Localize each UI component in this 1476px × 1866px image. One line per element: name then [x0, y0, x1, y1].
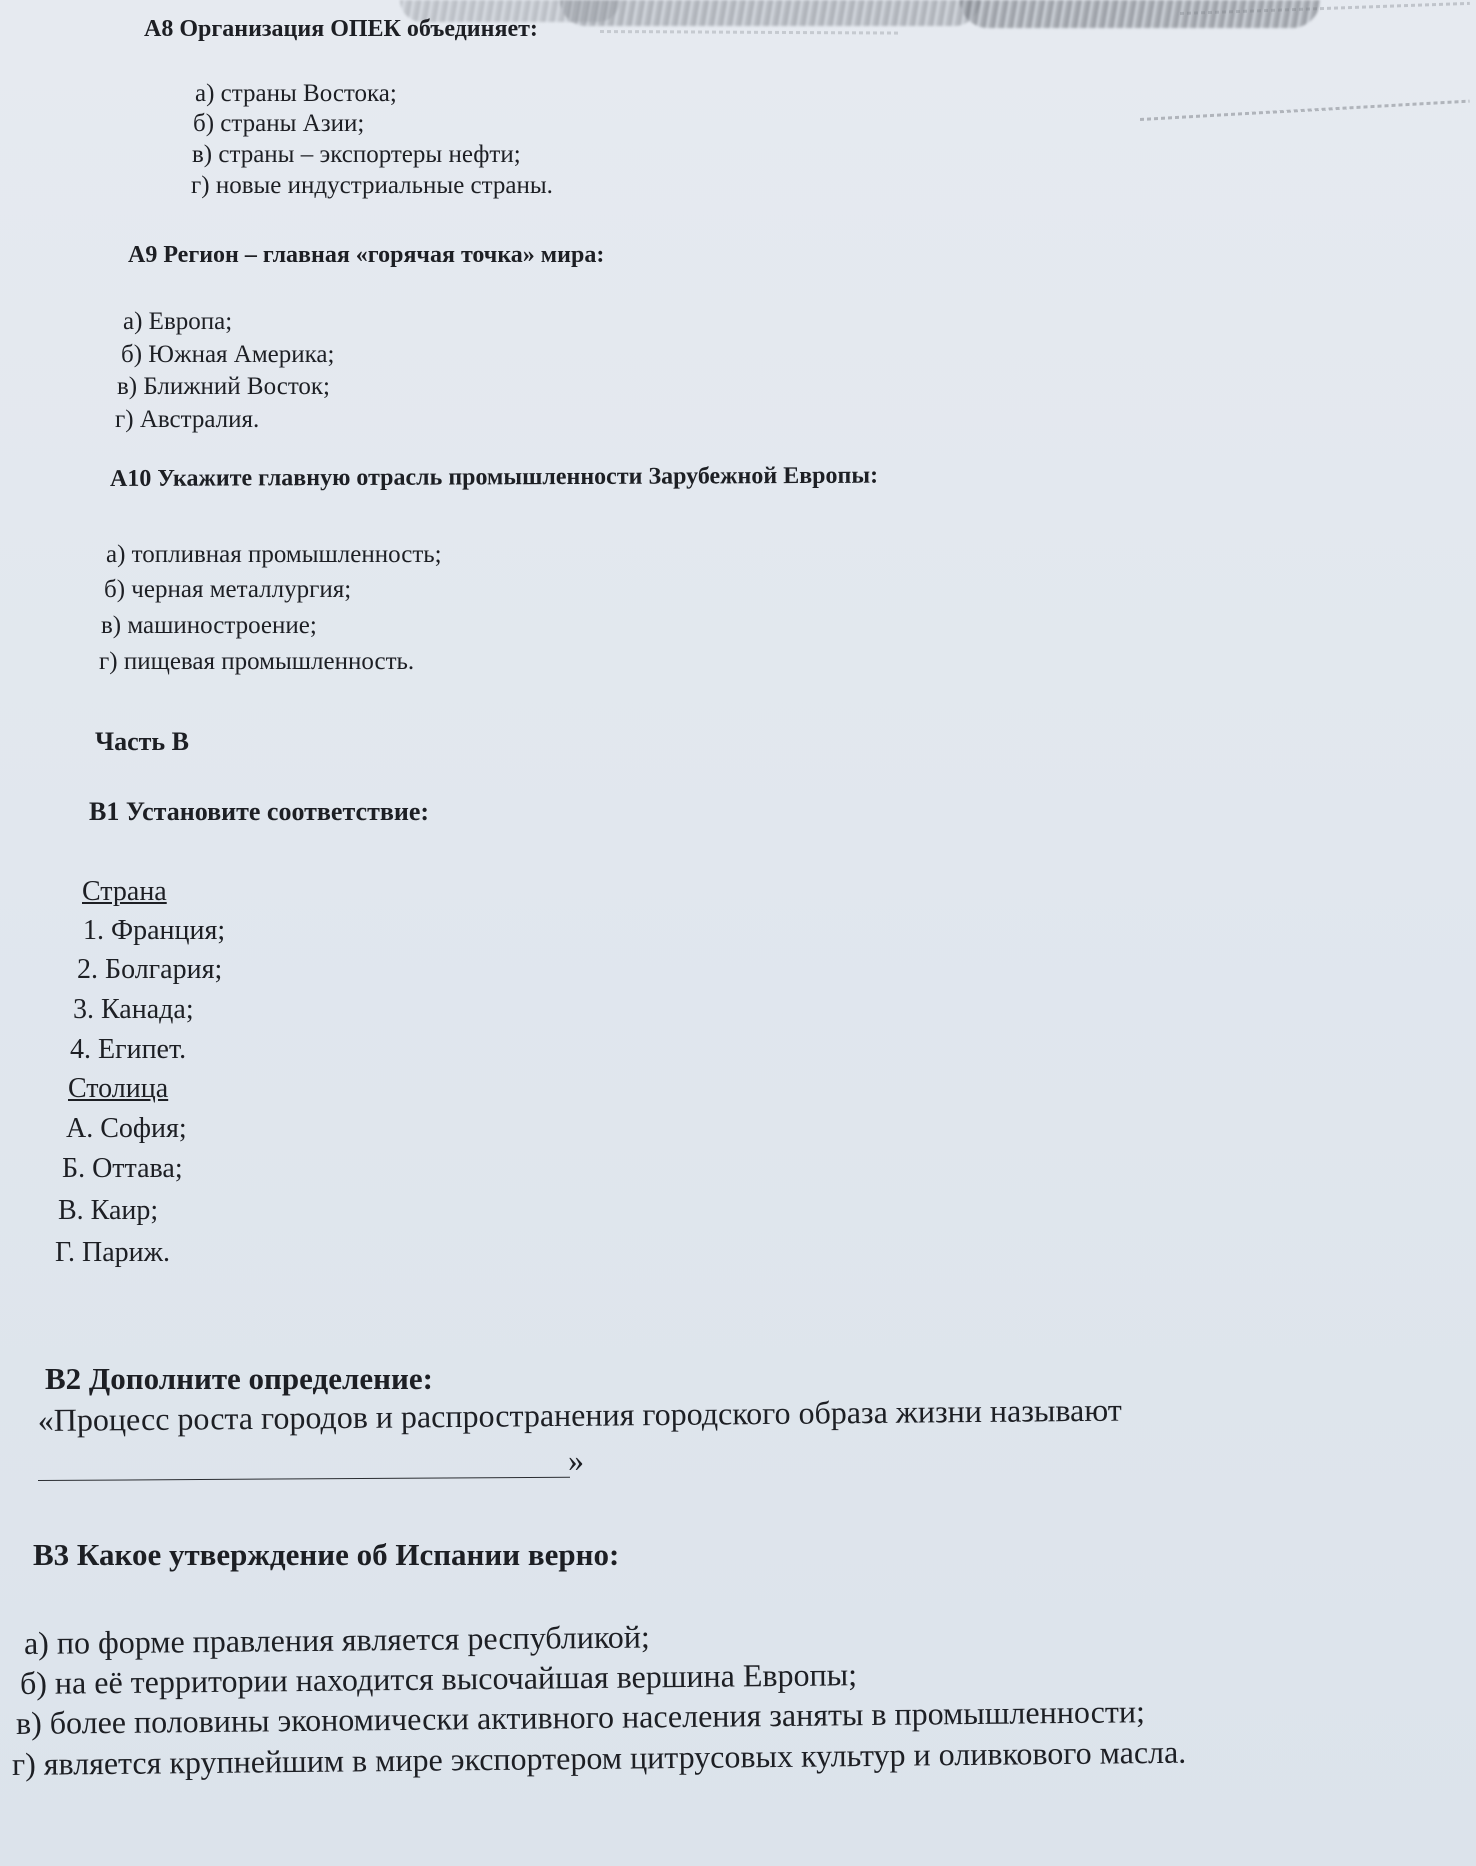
question-b2-text: «Процесс роста городов и распространения городского образа жизни называют: [37, 1391, 1122, 1438]
question-a9-option-b: б) Южная Америка;: [121, 341, 335, 368]
question-b2-closing-quote: »: [568, 1442, 584, 1478]
question-a8-option-d: г) новые индустриальные страны.: [191, 172, 553, 199]
question-a10-option-d: г) пищевая промышленность.: [99, 648, 415, 675]
question-b3-title: В3 Какое утверждение об Испании верно:: [33, 1537, 620, 1572]
capital-header: Столица: [68, 1073, 169, 1104]
country-item: 3. Канада;: [73, 994, 194, 1025]
country-item: 2. Болгария;: [77, 954, 223, 985]
question-b2-title: В2 Дополните определение:: [45, 1361, 433, 1396]
question-a9-option-c: в) Ближний Восток;: [117, 373, 331, 400]
question-a10-option-b: б) черная металлургия;: [104, 576, 352, 603]
answer-blank[interactable]: [38, 1477, 570, 1481]
question-a9-title: А9 Регион – главная «горячая точка» мира:: [128, 242, 605, 268]
question-a10-title: А10 Укажите главную отрасль промышленности Зарубежной Европы:: [109, 462, 879, 492]
question-a8-title: А8 Организация ОПЕК объединяет:: [144, 16, 538, 42]
question-a10-option-c: в) машиностроение;: [101, 612, 317, 639]
toner-smudge: [560, 0, 980, 26]
capital-item: А. София;: [66, 1113, 187, 1144]
part-b-heading: Часть В: [95, 727, 189, 756]
question-b3-option-b: б) на её территории находится высочайшая вершина Европы;: [19, 1656, 858, 1701]
question-a8-option-a: а) страны Востока;: [195, 80, 397, 107]
capital-item: Г. Париж.: [55, 1237, 171, 1268]
question-a9-option-a: а) Европа;: [123, 308, 233, 335]
question-b3-option-a: а) по форме правления является республикой;: [23, 1618, 651, 1661]
question-a9-option-d: г) Австралия.: [115, 406, 260, 433]
country-item: 1. Франция;: [83, 915, 226, 946]
question-a8-option-b: б) страны Азии;: [193, 110, 365, 137]
country-item: 4. Египет.: [70, 1034, 187, 1065]
capital-item: В. Каир;: [58, 1195, 159, 1226]
capital-item: Б. Оттава;: [62, 1153, 183, 1184]
country-header: Страна: [82, 876, 167, 907]
toner-streak: [600, 30, 900, 35]
question-a8-option-c: в) страны – экспортеры нефти;: [192, 141, 521, 168]
toner-smudge: [960, 0, 1320, 28]
question-b3-option-c: в) более половины экономически активного населения заняты в промышленности;: [15, 1693, 1146, 1741]
question-b1-title: В1 Установите соответствие:: [89, 797, 430, 826]
question-b3-option-d: г) является крупнейшим в мире экспортером цитрусовых культур и оливкового масла.: [11, 1733, 1187, 1782]
question-a10-option-a: а) топливная промышленность;: [106, 541, 442, 568]
toner-streak: [1140, 100, 1470, 121]
